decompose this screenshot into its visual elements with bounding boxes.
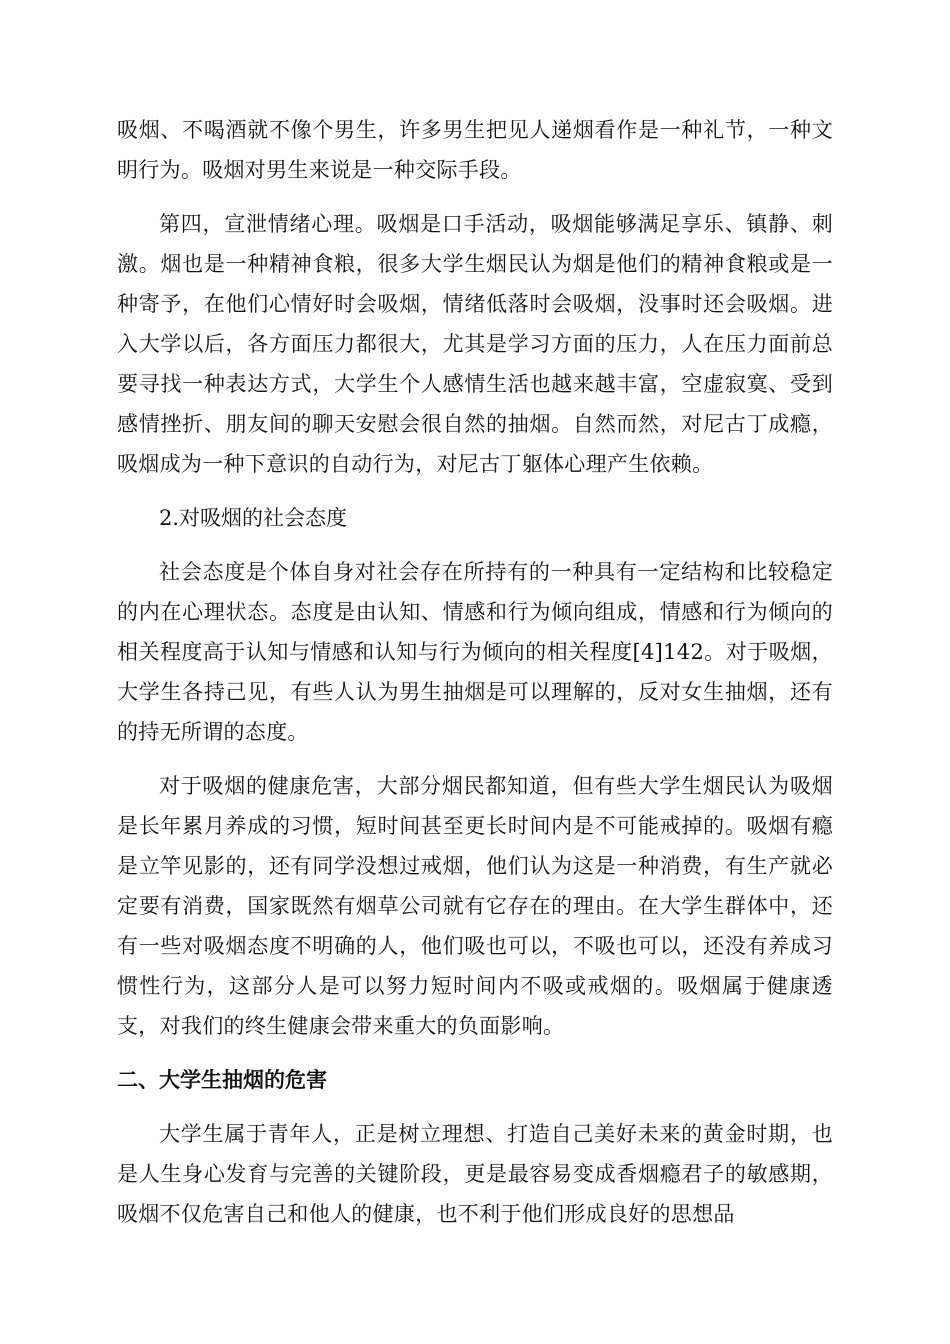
- paragraph-continued: 吸烟、不喝酒就不像个男生，许多男生把见人递烟看作是一种礼节，一种文明行为。吸烟对男生来说是一种交际手段。: [117, 118, 833, 182]
- paragraph-smoking-harm: 大学生属于青年人，正是树立理想、打造自己美好未来的黄金时期，也是人生身心发育与完善的关键阶段，更是最容易变成香烟瘾君子的敏感期，吸烟不仅危害自己和他人的健康，也不利于他们形成良好的思想品: [117, 1122, 833, 1226]
- paragraph-health-hazard-awareness: 对于吸烟的健康危害，大部分烟民都知道，但有些大学生烟民认为吸烟是长年累月养成的习惯，短时间甚至更长时间内是不可能戒掉的。吸烟有瘾是立竿见影的，还有同学没想过戒烟，他们认为这是一种消费，有生产就必定要有消费，国家既然有烟草公司就有它存在的理由。在大学生群体中，还有一些对吸烟态度不明确的人，他们吸也可以，不吸也可以，还没有养成习惯性行为，这部分人是可以努力短时间内不吸或戒烟的。吸烟属于健康透支，对我们的终生健康会带来重大的负面影响。: [117, 774, 833, 1038]
- paragraph-social-attitude: 社会态度是个体自身对社会存在所持有的一种具有一定结构和比较稳定的内在心理状态。态度是由认知、情感和行为倾向组成，情感和行为倾向的相关程度高于认知与情感和认知与行为倾向的相关程度[4]142。对于吸烟，大学生各持己见，有些人认为男生抽烟是可以理解的，反对女生抽烟，还有的持无所谓的态度。: [117, 560, 833, 744]
- section-subheading: 2.对吸烟的社会态度: [159, 506, 348, 530]
- paragraph-emotional-release: 第四，宣泄情绪心理。吸烟是口手活动，吸烟能够满足享乐、镇静、刺激。烟也是一种精神食粮，很多大学生烟民认为烟是他们的精神食粮或是一种寄予，在他们心情好时会吸烟，情绪低落时会吸烟，没事时还会吸烟。进入大学以后，各方面压力都很大，尤其是学习方面的压力，人在压力面前总要寻找一种表达方式，大学生个人感情生活也越来越丰富，空虚寂寞、受到感情挫折、朋友间的聊天安慰会很自然的抽烟。自然而然，对尼古丁成瘾，吸烟成为一种下意识的自动行为，对尼古丁躯体心理产生依赖。: [117, 212, 833, 476]
- document-page: [117, 110, 833, 1234]
- section-heading: 二、大学生抽烟的危害: [117, 1068, 327, 1092]
